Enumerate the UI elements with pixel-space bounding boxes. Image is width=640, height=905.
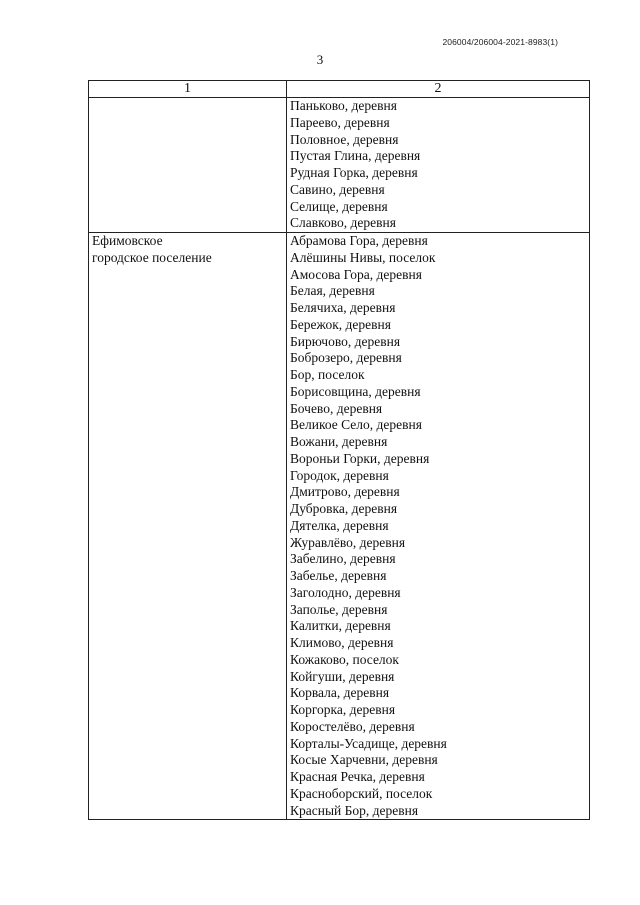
settlement-item: Рудная Горка, деревня bbox=[290, 165, 418, 180]
settlement-item: Красноборский, поселок bbox=[290, 785, 433, 801]
region-cell bbox=[89, 98, 287, 233]
settlements-cell bbox=[287, 98, 590, 233]
settlement-item: Амосова Гора, деревня bbox=[290, 266, 422, 282]
settlement-item: Борисовщина, деревня bbox=[290, 383, 421, 399]
region-name-line: городское поселение bbox=[92, 249, 212, 265]
settlement-item: Бережок, деревня bbox=[290, 316, 391, 332]
region-name-line: Ефимовское bbox=[92, 233, 163, 248]
settlement-item: Климово, деревня bbox=[290, 635, 394, 650]
settlement-item: Половное, деревня bbox=[290, 131, 399, 147]
settlement-item: Красный Бор, деревня bbox=[290, 802, 419, 818]
settlement-item: Красная Речка, деревня bbox=[290, 769, 425, 784]
column-header-2: 2 bbox=[287, 81, 590, 98]
table-header-row bbox=[89, 81, 590, 98]
settlement-item: Забелье, деревня bbox=[290, 568, 387, 583]
settlement-item: Калитки, деревня bbox=[290, 618, 391, 634]
settlement-item: Паньково, деревня bbox=[290, 98, 397, 113]
settlement-item: Селище, деревня bbox=[290, 198, 388, 214]
settlements-table bbox=[88, 80, 590, 820]
settlement-item: Забелино, деревня bbox=[290, 551, 396, 567]
column-header-1: 1 bbox=[89, 81, 287, 98]
settlement-item: Заполье, деревня bbox=[290, 601, 388, 617]
settlement-item: Вороньи Горки, деревня bbox=[290, 450, 430, 466]
settlement-item: Белячиха, деревня bbox=[290, 300, 396, 315]
settlement-item: Бор, поселок bbox=[290, 367, 365, 382]
settlement-item: Славково, деревня bbox=[290, 215, 396, 231]
settlement-item: Журавлёво, деревня bbox=[290, 534, 406, 550]
settlement-item: Боброзеро, деревня bbox=[290, 350, 402, 366]
table-row bbox=[89, 98, 590, 233]
settlement-item: Белая, деревня bbox=[290, 283, 375, 299]
settlement-item: Савино, деревня bbox=[290, 181, 385, 197]
settlement-item: Дмитрово, деревня bbox=[290, 484, 400, 500]
settlement-item: Дятелка, деревня bbox=[290, 517, 389, 533]
settlement-item: Корталы-Усадище, деревня bbox=[290, 735, 447, 751]
settlement-item: Алёшины Нивы, поселок bbox=[290, 249, 436, 265]
settlement-item: Абрамова Гора, деревня bbox=[290, 233, 428, 248]
table-row bbox=[89, 233, 590, 820]
settlement-item: Бочево, деревня bbox=[290, 400, 383, 416]
settlement-item: Коргорка, деревня bbox=[290, 702, 396, 717]
document-id: 206004/206004-2021-8983(1) bbox=[442, 37, 558, 47]
settlement-item: Вожани, деревня bbox=[290, 434, 388, 449]
settlement-item: Кожаково, поселок bbox=[290, 651, 399, 667]
settlement-item: Пустая Глина, деревня bbox=[290, 148, 421, 164]
settlement-item: Корвала, деревня bbox=[290, 685, 390, 701]
settlement-item: Койгуши, деревня bbox=[290, 668, 395, 684]
settlement-item: Заголодно, деревня bbox=[290, 584, 401, 600]
settlements-cell bbox=[287, 233, 590, 820]
settlement-item: Городок, деревня bbox=[290, 467, 389, 483]
settlement-item: Коростелёво, деревня bbox=[290, 718, 415, 734]
settlement-item: Косые Харчевни, деревня bbox=[290, 752, 438, 768]
settlement-item: Великое Село, деревня bbox=[290, 417, 422, 433]
page-number: 3 bbox=[316, 52, 324, 67]
settlement-item: Бирючово, деревня bbox=[290, 333, 401, 349]
region-cell bbox=[89, 233, 287, 820]
settlement-item: Дубровка, деревня bbox=[290, 501, 398, 516]
settlement-item: Пареево, деревня bbox=[290, 114, 390, 130]
